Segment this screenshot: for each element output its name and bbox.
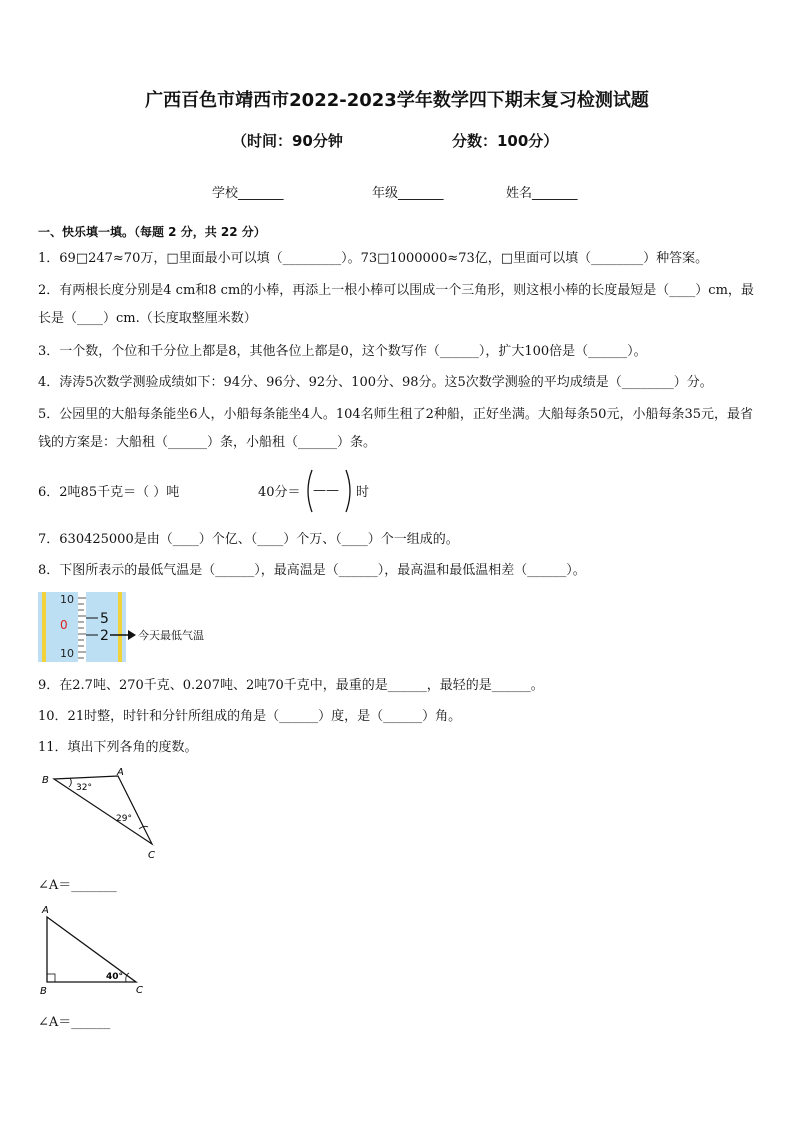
- page-title: 广西百色市靖西市2022-2023学年数学四下期末复习检测试题: [145, 90, 649, 111]
- tick-label-zero: 0: [60, 618, 68, 632]
- thermometer-figure: [38, 592, 208, 662]
- fraction-bar: ——: [313, 483, 339, 498]
- vertex-b-label: B: [42, 775, 49, 786]
- question-6-part2: 40分＝: [258, 485, 301, 500]
- grade-field[interactable]: 年级_______: [372, 186, 444, 201]
- question-10: 10．21时整，时针和分针所组成的角是（______）度，是（______）角。: [38, 709, 462, 724]
- question-6-part3: 时: [356, 485, 370, 500]
- question-5: 5．公园里的大船每条能坐6人，小船每条能坐4人。104名师生租了2种船，正好坐满。大船每条50元，小船每条35元，最省钱的方案是：大船租（______）条，小船租（______）条。: [38, 407, 753, 450]
- triangle-2-answer[interactable]: ∠A＝______: [38, 1015, 111, 1030]
- low-temp-mark: 2: [100, 628, 109, 644]
- high-temp-mark: 5: [100, 611, 109, 627]
- triangle-1-answer[interactable]: ∠A＝_______: [38, 878, 117, 893]
- question-4: 4．涛涛5次数学测验成绩如下：94分、96分、92分、100分、98分。这5次数学测验的平均成绩是（________）分。: [38, 375, 713, 390]
- angle-c-label: 29°: [116, 814, 132, 824]
- vertex-a-label: A: [42, 905, 49, 916]
- section-title: 一、快乐填一填。（每题 2 分，共 22 分）: [38, 225, 266, 239]
- vertex-a-label: A: [117, 767, 124, 778]
- question-11: 11．填出下列各角的度数。: [38, 740, 198, 755]
- thermometer-tube: [78, 592, 86, 662]
- question-6-part1: 6．2吨85千克＝（ ）吨: [38, 485, 180, 500]
- question-1: 1．69□247≈70万，□里面最小可以填（_________）。73□1000000≈73亿，□里面可以填（________）种答案。: [38, 251, 709, 266]
- thermometer-edge-left: [42, 592, 46, 662]
- thermometer-label: 今天最低气温: [138, 629, 204, 642]
- question-9: 9．在2.7吨、270千克、0.207吨、2吨70千克中，最重的是______，最轻的是______。: [38, 678, 544, 693]
- right-angle-mark: [47, 974, 55, 982]
- exam-score: 分数：100分）: [452, 132, 559, 150]
- question-3: 3．一个数，个位和千分位上都是8，其他各位上都是0，这个数写作（______），扩大100倍是（______）。: [38, 344, 647, 359]
- vertex-c-label: C: [136, 985, 143, 996]
- thermometer-edge-right: [118, 592, 122, 662]
- angle-b-label: 32°: [76, 783, 92, 793]
- vertex-c-label: C: [148, 850, 155, 861]
- question-2: 2．有两根长度分别是4 cm和8 cm的小棒，再添上一根小棒可以围成一个三角形，则这根小棒的长度最短是（____）cm，最长是（____）cm.（长度取整厘米数）: [38, 283, 754, 326]
- tick-label-top: 10: [60, 593, 74, 606]
- triangle-figure-2: [38, 902, 158, 997]
- exam-time: （时间：90分钟: [232, 132, 343, 150]
- name-field[interactable]: 姓名_______: [506, 186, 578, 201]
- arrow-icon: [128, 630, 136, 640]
- triangle-figure-1: [38, 765, 168, 865]
- school-field[interactable]: 学校_______: [212, 186, 284, 201]
- vertex-b-label: B: [40, 986, 47, 997]
- question-8: 8．下图所表示的最低气温是（______），最高温是（______），最高温和最低温相差（______）。: [38, 563, 586, 578]
- tick-label-bottom: 10: [60, 647, 74, 660]
- angle-c-label: 40°: [106, 972, 124, 982]
- question-7: 7．630425000是由（____）个亿、（____）个万、（____）个一组成的。: [38, 532, 459, 547]
